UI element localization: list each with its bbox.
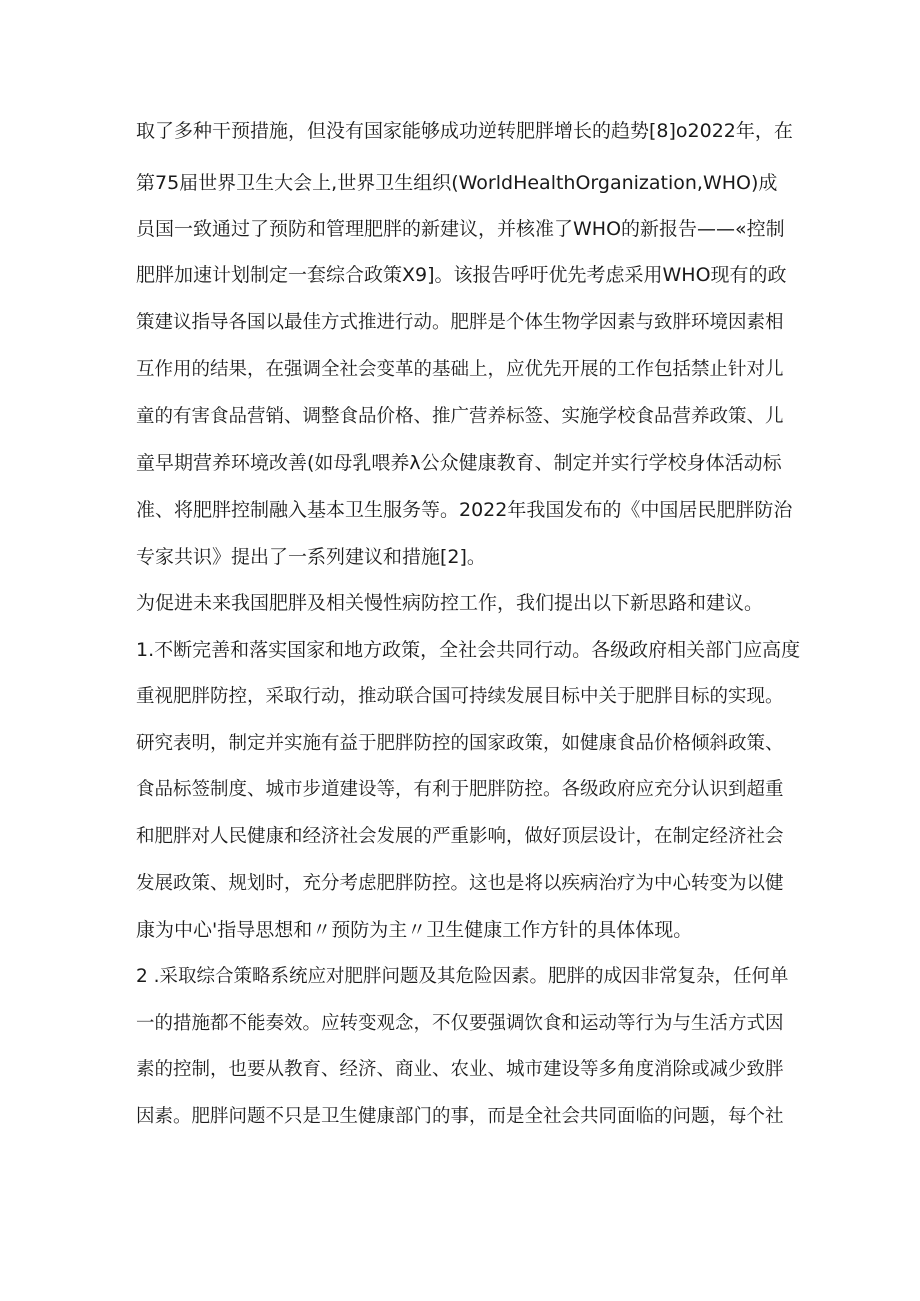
text-line-20: 一的措施都不能奏效。应转变观念，不仅要强调饮食和运动等行为与生活方式因	[136, 1013, 784, 1034]
text-line-13: 重视肥胖防控，采取行动，推动联合国可持续发展目标中关于肥胖目标的实现。	[136, 686, 784, 707]
text-line-5: 策建议指导各国以最佳方式推进行动。肥胖是个体生物学因素与致胖环境因素相	[136, 312, 784, 333]
text-line-15: 食品标签制度、城市步道建设等，有利于肥胖防控。各级政府应充分认识到超重	[136, 779, 784, 800]
text-line-1: 取了多种干预措施，但没有国家能够成功逆转肥胖增长的趋势[8]o2022年，在	[136, 120, 793, 142]
text-line-8: 童早期营养环境改善(如母乳喂养λ公众健康教育、制定并实行学校身体活动标	[136, 452, 782, 474]
text-line-18: 康为中心'指导思想和〃预防为主〃卫生健康工作方针的具体体现。	[136, 919, 693, 941]
text-line-10: 专家共识》提出了一系列建议和措施[2]。	[136, 546, 486, 568]
text-line-19: 2 .采取综合策略系统应对肥胖问题及其危险因素。肥胖的成因非常复杂，任何单	[136, 966, 789, 987]
text-line-14: 研究表明，制定并实施有益于肥胖防控的国家政策，如健康食品价格倾斜政策、	[136, 733, 784, 754]
text-line-17: 发展政策、规划时，充分考虑肥胖防控。这也是将以疾病治疗为中心转变为以健	[136, 873, 784, 894]
text-line-6: 互作用的结果，在强调全社会变革的基础上，应优先开展的工作包括禁止针对儿	[136, 359, 784, 380]
text-line-2: 第75届世界卫生大会上,世界卫生组织(WorldHealthOrganization,WHO)成	[136, 172, 778, 194]
text-line-9: 准、将肥胖控制融入基本卫生服务等。2022年我国发布的《中国居民肥胖防治	[136, 499, 793, 521]
text-line-3: 员国一致通过了预防和管理肥胖的新建议，并核准了WHO的新报告——«控制	[136, 218, 785, 240]
text-line-7: 童的有害食品营销、调整食品价格、推广营养标签、实施学校食品营养政策、儿	[136, 406, 784, 427]
text-line-21: 素的控制，也要从教育、经济、商业、农业、城市建设等多角度消除或减少致胖	[136, 1059, 784, 1080]
text-line-4: 肥胖加速计划制定一套综合政策X9]。该报告呼吁优先考虑采用WHO现有的政	[136, 264, 787, 286]
text-line-11: 为促进未来我国肥胖及相关慢性病防控工作，我们提出以下新思路和建议。	[136, 592, 764, 614]
text-line-22: 因素。肥胖问题不只是卫生健康部门的事，而是全社会共同面临的问题，每个社	[136, 1106, 784, 1127]
text-line-16: 和肥胖对人民健康和经济社会发展的严重影响，做好顶层设计，在制定经济社会	[136, 826, 784, 847]
text-line-12: 1.不断完善和落实国家和地方政策，全社会共同行动。各级政府相关部门应高度	[136, 639, 801, 661]
